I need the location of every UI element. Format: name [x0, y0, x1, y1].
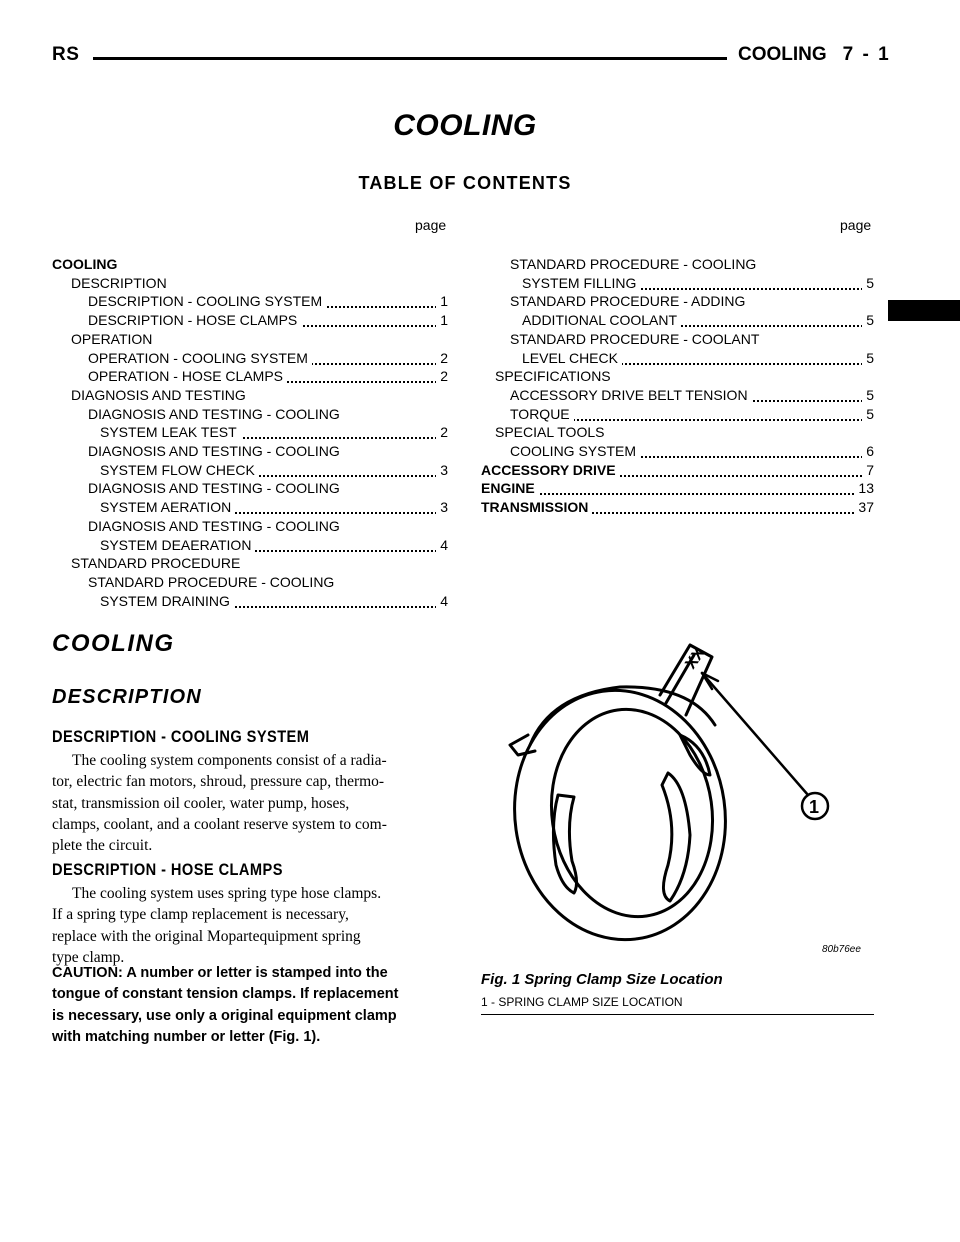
toc-entry-label: SYSTEM DEAERATION: [100, 537, 255, 553]
toc-entry-page: 2: [436, 349, 448, 368]
toc-entry-label: SYSTEM FILLING: [522, 275, 640, 291]
toc-entry: [510, 386, 874, 405]
toc-entry: [495, 367, 874, 386]
toc-entry: [100, 461, 448, 480]
desc-cooling-paragraph: [52, 750, 448, 856]
toc-entry: [88, 479, 448, 498]
desc-cooling-line: plete the circuit.: [52, 837, 153, 855]
toc-entry-label: ACCESSORY DRIVE: [481, 462, 620, 478]
desc-cooling-line: stat, transmission oil cooler, water pump, hoses,: [52, 794, 350, 812]
toc-entry-label: DIAGNOSIS AND TESTING: [71, 387, 250, 403]
caution-line: CAUTION: A number or letter is stamped into the: [52, 965, 388, 981]
toc-entry: [88, 573, 448, 592]
toc-entry: [481, 479, 874, 498]
toc-entry-label: TRANSMISSION: [481, 499, 592, 515]
toc-entry-label: STANDARD PROCEDURE - ADDING: [510, 293, 749, 309]
desc-clamps-line: If a spring type clamp replacement is necessary,: [52, 906, 349, 924]
toc-entry-label: COOLING: [52, 256, 121, 272]
toc-entry-label: SYSTEM LEAK TEST: [100, 424, 241, 440]
side-tab: [888, 300, 960, 321]
toc-entry: [88, 367, 448, 386]
toc-entry-label: OPERATION - HOSE CLAMPS: [88, 368, 287, 384]
callout-number: 1: [809, 797, 820, 817]
toc-entry-page: 5: [862, 405, 874, 424]
desc-clamps-heading: DESCRIPTION - HOSE CLAMPS: [52, 860, 283, 879]
toc-entry: [71, 554, 448, 573]
figure-code: 80b76ee: [822, 944, 861, 955]
header-page: 7 - 1: [842, 44, 889, 65]
desc-cooling-line: tor, electric fan motors, shroud, pressure cap, thermo-: [52, 773, 385, 791]
toc-entry-page: 5: [862, 274, 874, 293]
toc-entry: [522, 349, 874, 368]
toc-entry: [510, 330, 874, 349]
toc-entry-label: TORQUE: [510, 406, 574, 422]
toc-entry: [88, 349, 448, 368]
caution-line: tongue of constant tension clamps. If replacement: [52, 986, 399, 1003]
figure-rule: [481, 1014, 874, 1015]
toc-entry-label: ENGINE: [481, 480, 539, 496]
page-title: COOLING: [393, 109, 537, 142]
toc-entry: [100, 536, 448, 555]
toc-entry: [88, 517, 448, 536]
toc-entry: [88, 405, 448, 424]
desc-cooling-heading: DESCRIPTION - COOLING SYSTEM: [52, 727, 310, 746]
toc-entry-label: SYSTEM DRAINING: [100, 593, 234, 609]
toc-entry: [481, 498, 874, 517]
toc-title: TABLE OF CONTENTS: [358, 173, 572, 193]
desc-cooling-line: The cooling system components consist of a radia-: [72, 752, 387, 769]
desc-clamps-line: replace with the original Mopartequipment spring: [52, 927, 361, 945]
toc-entry-label: ACCESSORY DRIVE BELT TENSION: [510, 387, 752, 403]
figure-caption: Fig. 1 Spring Clamp Size Location: [481, 971, 723, 988]
toc-entry: [88, 442, 448, 461]
toc-entry-page: 1: [436, 292, 448, 311]
toc-entry: [510, 292, 874, 311]
toc-page-label-left: page: [415, 217, 447, 233]
caution-line: is necessary, use only a original equipment clamp: [52, 1007, 397, 1024]
header-right: [738, 44, 889, 66]
toc-page-label-right: page: [840, 217, 872, 233]
desc-cooling-line: clamps, coolant, and a coolant reserve system to com-: [52, 815, 387, 833]
desc-clamps-line: type clamp.: [52, 948, 125, 966]
desc-clamps-paragraph: [52, 883, 448, 968]
toc-entry: [88, 311, 448, 330]
toc-entry-page: 37: [854, 498, 874, 517]
toc-entry: [522, 311, 874, 330]
toc-entry-label: ADDITIONAL COOLANT: [522, 312, 681, 328]
toc-entry: [510, 405, 874, 424]
toc-entry: [100, 498, 448, 517]
toc-entry-page: 4: [436, 536, 448, 555]
toc-entry-page: 3: [436, 498, 448, 517]
toc-entry: [510, 255, 874, 274]
toc-entry-page: 6: [862, 442, 874, 461]
toc-entry-label: SYSTEM AERATION: [100, 499, 235, 515]
toc-entry-label: DESCRIPTION - HOSE CLAMPS: [88, 312, 301, 328]
toc-entry-label: STANDARD PROCEDURE: [71, 555, 244, 571]
toc-leader-dots: [481, 493, 874, 495]
toc-entry-page: 5: [862, 349, 874, 368]
toc-entry-label: DIAGNOSIS AND TESTING - COOLING: [88, 443, 344, 459]
sub-heading: DESCRIPTION: [52, 686, 202, 708]
toc-entry-page: 4: [436, 592, 448, 611]
toc-entry-page: 1: [436, 311, 448, 330]
toc-entry-label: DIAGNOSIS AND TESTING - COOLING: [88, 480, 344, 496]
toc-entry: [510, 442, 874, 461]
desc-clamps-line: The cooling system uses spring type hose clamps.: [72, 885, 382, 902]
header-rule: [93, 57, 727, 60]
toc-entry-page: 5: [862, 386, 874, 405]
toc-entry-page: 2: [436, 423, 448, 442]
clamp-stamp-text: XX: [682, 645, 709, 673]
toc-entry-label: OPERATION: [71, 331, 156, 347]
toc-entry-page: 13: [854, 479, 874, 498]
header-left: RS: [52, 44, 80, 65]
header-section: COOLING: [738, 44, 827, 65]
toc-entry: [100, 423, 448, 442]
toc-entry-label: DIAGNOSIS AND TESTING - COOLING: [88, 406, 344, 422]
toc-entry-page: 2: [436, 367, 448, 386]
toc-entry-label: SPECIAL TOOLS: [495, 424, 608, 440]
toc-entry-label: DESCRIPTION - COOLING SYSTEM: [88, 293, 326, 309]
toc-entry: [495, 423, 874, 442]
toc-entry-label: STANDARD PROCEDURE - COOLING: [510, 256, 760, 272]
toc-entry-label: STANDARD PROCEDURE - COOLANT: [510, 331, 763, 347]
toc-entry-label: DIAGNOSIS AND TESTING - COOLING: [88, 518, 344, 534]
toc-entry-label: OPERATION - COOLING SYSTEM: [88, 350, 312, 366]
toc-entry-label: DESCRIPTION: [71, 275, 171, 291]
toc-entry-label: SPECIFICATIONS: [495, 368, 615, 384]
figure-legend: 1 - SPRING CLAMP SIZE LOCATION: [481, 995, 683, 1009]
toc-entry: [71, 274, 448, 293]
toc-entry: [522, 274, 874, 293]
toc-entry-page: 5: [862, 311, 874, 330]
toc-entry-page: 7: [862, 461, 874, 480]
toc-entry-label: LEVEL CHECK: [522, 350, 622, 366]
toc-entry-label: COOLING SYSTEM: [510, 443, 640, 459]
toc-entry: [71, 330, 448, 349]
toc-entry: [71, 386, 448, 405]
toc-entry-label: STANDARD PROCEDURE - COOLING: [88, 574, 338, 590]
section-heading: COOLING: [52, 630, 175, 657]
toc-entry-label: SYSTEM FLOW CHECK: [100, 462, 259, 478]
toc-entry-page: 3: [436, 461, 448, 480]
toc-entry: [100, 592, 448, 611]
toc-entry: [481, 461, 874, 480]
spring-clamp-illustration: [490, 625, 880, 955]
toc-entry: [88, 292, 448, 311]
caution-line: with matching number or letter (Fig. 1).: [52, 1028, 321, 1045]
toc-entry: [52, 255, 448, 274]
caution-paragraph: [52, 963, 448, 1048]
